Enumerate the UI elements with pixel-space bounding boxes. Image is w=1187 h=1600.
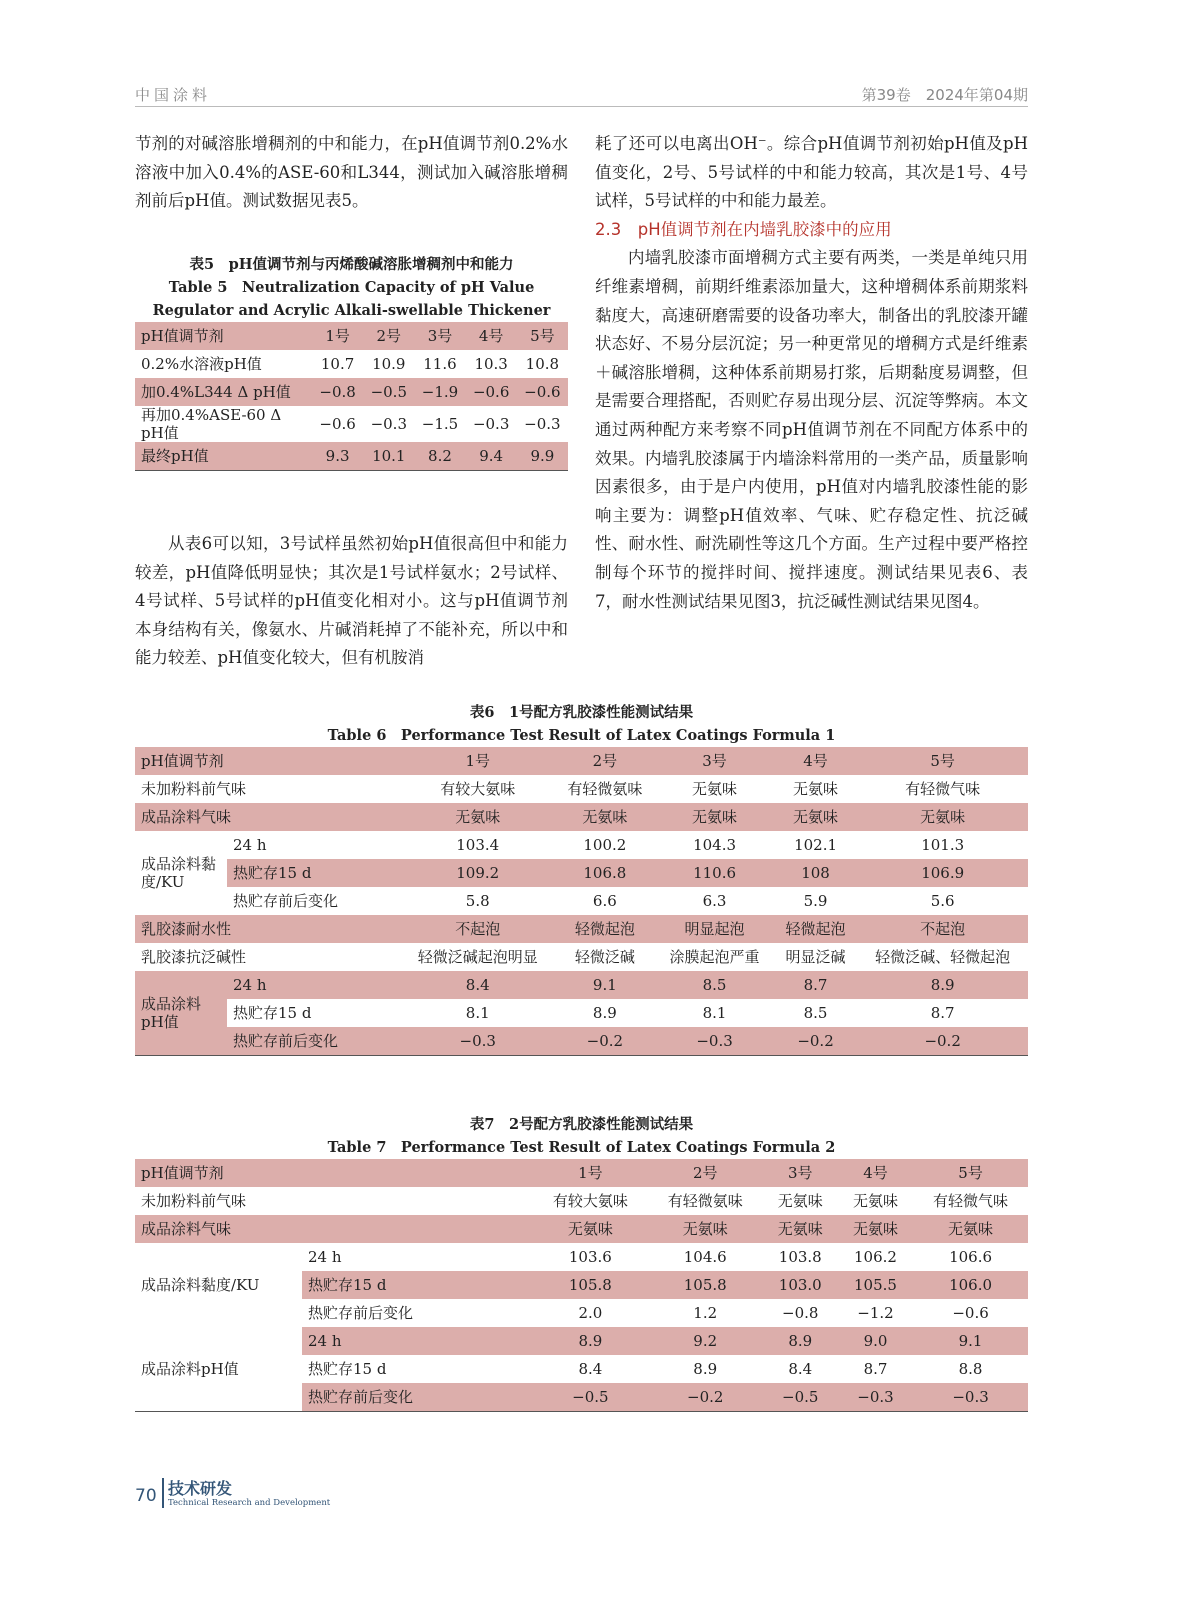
table-cell: 5.6 bbox=[930, 892, 955, 910]
table6 bbox=[135, 747, 1028, 1056]
row-sub-label: 热贮存前后变化 bbox=[308, 1304, 414, 1322]
table-cell: 轻微起泡 bbox=[774, 915, 858, 943]
table-cell: 10.8 bbox=[525, 355, 560, 373]
issue-info: 第39卷 2024年第04期 bbox=[861, 86, 1028, 104]
row-sub-label: 热贮存15 d bbox=[233, 1004, 312, 1022]
table-cell: −1.9 bbox=[414, 378, 465, 406]
row-label: 未加粉料前气味 bbox=[141, 780, 247, 798]
table-row bbox=[135, 442, 568, 471]
table-cell: 6.6 bbox=[592, 892, 617, 910]
table-cell: 11.6 bbox=[423, 355, 457, 373]
table-cell: 无氨味 bbox=[655, 803, 773, 831]
row-label: pH值调节剂 bbox=[135, 747, 401, 775]
row-group-label: 成品涂料pH值 bbox=[141, 1360, 239, 1378]
table-cell: 8.7 bbox=[930, 1004, 955, 1022]
table-cell: 3号 bbox=[763, 1159, 838, 1187]
table-cell: 8.7 bbox=[774, 971, 858, 999]
table-cell: 10.3 bbox=[474, 355, 508, 373]
row-label: pH值调节剂 bbox=[135, 322, 312, 350]
table-cell: 5.8 bbox=[465, 892, 490, 910]
row-sub-label: 热贮存前后变化 bbox=[227, 1027, 401, 1056]
table-cell: 轻微泛碱起泡明显 bbox=[417, 948, 538, 966]
row-sub-label: 热贮存前后变化 bbox=[302, 1383, 533, 1412]
table-cell: 105.8 bbox=[533, 1271, 648, 1299]
table7 bbox=[135, 1159, 1028, 1412]
row-sub-label: 24 h bbox=[227, 971, 401, 999]
row-sub-label: 24 h bbox=[308, 1248, 342, 1266]
table-row bbox=[135, 1027, 1028, 1056]
table-cell: 8.4 bbox=[578, 1360, 603, 1378]
table-cell: 有较大氨味 bbox=[440, 780, 516, 798]
table-cell: −0.3 bbox=[913, 1383, 1028, 1412]
table-cell: −0.2 bbox=[857, 1027, 1028, 1056]
table5-block bbox=[135, 253, 568, 471]
table-cell: 5号 bbox=[913, 1159, 1028, 1187]
table7-caption-cn: 表7 2号配方乳胶漆性能测试结果 bbox=[469, 1116, 694, 1133]
table-cell: −0.3 bbox=[838, 1383, 913, 1412]
table-cell: −0.3 bbox=[370, 415, 407, 433]
table-cell: 9.9 bbox=[517, 442, 568, 471]
row-sub-label: 24 h bbox=[302, 1327, 533, 1355]
table-cell: 2号 bbox=[554, 747, 655, 775]
table-cell: 无氨味 bbox=[401, 803, 554, 831]
table-row bbox=[135, 1327, 1028, 1355]
table-cell: 5号 bbox=[517, 322, 568, 350]
table5 bbox=[135, 322, 568, 471]
table-cell: 8.9 bbox=[533, 1327, 648, 1355]
table-cell: 106.0 bbox=[913, 1271, 1028, 1299]
table-header-row bbox=[135, 1159, 1028, 1187]
table-cell: 轻微起泡 bbox=[554, 915, 655, 943]
table-row bbox=[135, 859, 1028, 887]
table-cell: 5.9 bbox=[803, 892, 828, 910]
table-header-row bbox=[135, 747, 1028, 775]
table-cell: 2.0 bbox=[578, 1304, 603, 1322]
table-cell: −0.3 bbox=[655, 1027, 773, 1056]
table-cell: 无氨味 bbox=[793, 780, 839, 798]
table-cell: −0.6 bbox=[319, 415, 356, 433]
table-cell: 101.3 bbox=[921, 836, 965, 854]
table-cell: 106.9 bbox=[857, 859, 1028, 887]
table-cell: −0.5 bbox=[533, 1383, 648, 1412]
row-label: 成品涂料气味 bbox=[135, 1215, 533, 1243]
table-row bbox=[135, 971, 1028, 999]
row-label: 未加粉料前气味 bbox=[141, 1192, 247, 1210]
paragraph: 耗了还可以电离出OH⁻。综合pH值调节剂初始pH值及pH值变化，2号、5号试样的中和能力较高，其次是1号、4号试样，5号试样的中和能力最差。 bbox=[595, 134, 1028, 211]
table-cell: 6.3 bbox=[702, 892, 727, 910]
journal-name: 中国涂料 bbox=[135, 86, 212, 104]
table-cell: 涂膜起泡严重 bbox=[669, 948, 760, 966]
table-cell: 无氨味 bbox=[648, 1215, 763, 1243]
table-cell: −0.6 bbox=[952, 1304, 989, 1322]
table-cell: 105.5 bbox=[838, 1271, 913, 1299]
table-row bbox=[135, 999, 1028, 1027]
row-sub-label: 热贮存15 d bbox=[227, 859, 401, 887]
table-cell: −0.3 bbox=[401, 1027, 554, 1056]
row-label: 0.2%水溶液pH值 bbox=[141, 355, 262, 373]
row-label: 乳胶漆抗泛碱性 bbox=[141, 948, 247, 966]
table-cell: 10.9 bbox=[372, 355, 406, 373]
table-cell: 9.0 bbox=[838, 1327, 913, 1355]
left-column-bottom bbox=[135, 530, 568, 673]
table-row bbox=[135, 943, 1028, 971]
row-label: pH值调节剂 bbox=[135, 1159, 533, 1187]
table-cell: 1.2 bbox=[693, 1304, 718, 1322]
table-cell: 1号 bbox=[533, 1159, 648, 1187]
table-cell: 有轻微气味 bbox=[933, 1192, 1009, 1210]
table-cell: 无氨味 bbox=[533, 1215, 648, 1243]
table7-caption-en: Table 7 Performance Test Result of Latex Coatings Formula 2 bbox=[327, 1139, 836, 1156]
table-row bbox=[135, 406, 568, 442]
table-cell: 1号 bbox=[312, 322, 363, 350]
table-row bbox=[135, 1187, 1028, 1215]
table-cell: 8.9 bbox=[857, 971, 1028, 999]
right-column bbox=[595, 130, 1028, 616]
table-cell: 106.6 bbox=[949, 1248, 993, 1266]
table-cell: −0.8 bbox=[312, 378, 363, 406]
table-cell: 轻微泛碱 bbox=[574, 948, 635, 966]
table-cell: 3号 bbox=[655, 747, 773, 775]
table-cell: 8.2 bbox=[414, 442, 465, 471]
table6-caption-en: Table 6 Performance Test Result of Latex Coatings Formula 1 bbox=[327, 727, 836, 744]
table-cell: −0.3 bbox=[524, 415, 561, 433]
table-cell: 8.9 bbox=[693, 1360, 718, 1378]
table-cell: −0.2 bbox=[774, 1027, 858, 1056]
table-cell: 无氨味 bbox=[554, 803, 655, 831]
table5-caption-en: Table 5 Neutralization Capacity of pH Value Regulator and Acrylic Alkali-swellable Thickener bbox=[152, 279, 551, 319]
row-group-label: 成品涂料pH值 bbox=[135, 971, 227, 1056]
table-cell: 无氨味 bbox=[763, 1215, 838, 1243]
table-header-row bbox=[135, 322, 568, 350]
table-cell: 无氨味 bbox=[852, 1192, 898, 1210]
table-cell: 104.3 bbox=[693, 836, 737, 854]
table7-block bbox=[135, 1113, 1028, 1412]
table-cell: 106.8 bbox=[554, 859, 655, 887]
table-row bbox=[135, 1243, 1028, 1271]
table-cell: 无氨味 bbox=[774, 803, 858, 831]
table-cell: 103.8 bbox=[778, 1248, 822, 1266]
table-cell: 105.8 bbox=[648, 1271, 763, 1299]
section-heading: 2.3 pH值调节剂在内墙乳胶漆中的应用 bbox=[595, 219, 892, 239]
footer-section-cn: 技术研发 bbox=[168, 1479, 233, 1498]
table-cell: 有轻微气味 bbox=[905, 780, 981, 798]
table-cell: 明显起泡 bbox=[655, 915, 773, 943]
row-sub-label: 热贮存15 d bbox=[308, 1360, 387, 1378]
table-cell: 4号 bbox=[774, 747, 858, 775]
table-cell: 100.2 bbox=[583, 836, 627, 854]
table-cell: 8.5 bbox=[655, 971, 773, 999]
table-cell: 106.2 bbox=[854, 1248, 897, 1266]
table-cell: 8.5 bbox=[803, 1004, 828, 1022]
table-cell: −0.2 bbox=[648, 1383, 763, 1412]
table-cell: 有轻微氨味 bbox=[567, 780, 643, 798]
table-cell: 无氨味 bbox=[913, 1215, 1028, 1243]
paragraph: 内墙乳胶漆市面增稠方式主要有两类，一类是单纯只用纤维素增稠，前期纤维素添加量大，这种增稠体系前期浆料黏度大，高速研磨需要的设备功率大，制备出的乳胶漆开罐状态好、不易分层沉淀；另一种更常见的增稠方式是纤维素＋碱溶胀增稠，这种体系前期易打浆，后期黏度易调整，但是需要合理搭配，否则贮存易出现分层、沉淀等弊病。本文通过两种配方来考察不同pH值调节剂在不同配方体系中的效果。内墙乳胶漆属于内墙涂料常用的一类产品，质量影响因素很多，由于是户内使用，pH值对内墙乳胶漆性能的影响主要为：调整pH值效率、气味、贮存稳定性、抗泛碱性、耐水性、耐洗刷性等这几个方面。生产过程中要严格控制每个环节的搅拌时间、搅拌速度。测试结果见表6、表7，耐水性测试结果见图3，抗泛碱性测试结果见图4。 bbox=[595, 248, 1028, 611]
row-group-label: 成品涂料黏度/KU bbox=[141, 855, 217, 891]
row-sub-label: 热贮存前后变化 bbox=[233, 892, 339, 910]
table6-caption-cn: 表6 1号配方乳胶漆性能测试结果 bbox=[469, 704, 694, 721]
table-cell: 8.4 bbox=[788, 1360, 813, 1378]
table-row bbox=[135, 831, 1028, 859]
table-cell: 明显泛碱 bbox=[785, 948, 846, 966]
table-cell: 轻微泛碱、轻微起泡 bbox=[875, 948, 1011, 966]
table-row bbox=[135, 775, 1028, 803]
table-cell: 8.1 bbox=[702, 1004, 727, 1022]
running-header bbox=[135, 84, 1028, 107]
row-label: 最终pH值 bbox=[135, 442, 312, 471]
table5-caption-cn: 表5 pH值调节剂与丙烯酸碱溶胀增稠剂中和能力 bbox=[189, 256, 514, 273]
table-cell: 8.8 bbox=[958, 1360, 983, 1378]
table-cell: 9.4 bbox=[466, 442, 517, 471]
table-row bbox=[135, 378, 568, 406]
table-row bbox=[135, 350, 568, 378]
table-row bbox=[135, 803, 1028, 831]
row-sub-label: 热贮存15 d bbox=[302, 1271, 533, 1299]
table-cell: 110.6 bbox=[655, 859, 773, 887]
table-cell: −0.5 bbox=[363, 378, 414, 406]
table-row bbox=[135, 1215, 1028, 1243]
table-cell: −1.2 bbox=[857, 1304, 894, 1322]
table-cell: 103.4 bbox=[456, 836, 500, 854]
table-cell: 有轻微氨味 bbox=[667, 1192, 743, 1210]
table-cell: 4号 bbox=[838, 1159, 913, 1187]
table-cell: 103.6 bbox=[568, 1248, 612, 1266]
table-cell: 9.1 bbox=[554, 971, 655, 999]
paragraph: 从表6可以知，3号试样虽然初始pH值很高但中和能力较差，pH值降低明显快；其次是1号试样氨水；2号试样、4号试样、5号试样的pH值变化相对小。这与pH值调节剂本身结构有关，像氨水、片碱消耗掉了不能补充，所以中和能力较差、pH值变化较大，但有机胺消 bbox=[135, 534, 568, 668]
table-row bbox=[135, 887, 1028, 915]
table-cell: 无氨味 bbox=[692, 780, 738, 798]
table-cell: 不起泡 bbox=[857, 915, 1028, 943]
table-cell: 104.6 bbox=[683, 1248, 727, 1266]
table-cell: 4号 bbox=[466, 322, 517, 350]
table-cell: 不起泡 bbox=[401, 915, 554, 943]
table-cell: 2号 bbox=[648, 1159, 763, 1187]
table-cell: −0.8 bbox=[782, 1304, 819, 1322]
table-cell: 2号 bbox=[363, 322, 414, 350]
table-cell: −0.3 bbox=[472, 415, 510, 433]
table-cell: −0.5 bbox=[763, 1383, 838, 1412]
table-cell: 1号 bbox=[401, 747, 554, 775]
table-cell: 10.1 bbox=[363, 442, 414, 471]
table-cell: 103.0 bbox=[763, 1271, 838, 1299]
table-cell: −0.6 bbox=[466, 378, 517, 406]
table-cell: 无氨味 bbox=[777, 1192, 823, 1210]
table-cell: 8.9 bbox=[763, 1327, 838, 1355]
table-cell: 109.2 bbox=[401, 859, 554, 887]
table-cell: 8.1 bbox=[465, 1004, 490, 1022]
table-cell: 8.9 bbox=[592, 1004, 617, 1022]
table-cell: 有较大氨味 bbox=[552, 1192, 628, 1210]
table-cell: 无氨味 bbox=[838, 1215, 913, 1243]
table-row bbox=[135, 915, 1028, 943]
footer-divider bbox=[162, 1478, 164, 1508]
table6-block bbox=[135, 701, 1028, 1056]
left-column-top bbox=[135, 130, 568, 216]
row-sub-label: 24 h bbox=[233, 836, 267, 854]
table-cell: −1.5 bbox=[421, 415, 459, 433]
paragraph: 节剂的对碱溶胀增稠剂的中和能力，在pH值调节剂0.2%水溶液中加入0.4%的ASE-60和L344，测试加入碱溶胀增稠剂前后pH值。测试数据见表5。 bbox=[135, 134, 568, 211]
table-cell: 无氨味 bbox=[857, 803, 1028, 831]
table-cell: 5号 bbox=[857, 747, 1028, 775]
table-cell: −0.2 bbox=[554, 1027, 655, 1056]
table-cell: 102.1 bbox=[794, 836, 838, 854]
table-cell: 8.4 bbox=[401, 971, 554, 999]
row-label: 再加0.4%ASE-60 Δ pH值 bbox=[141, 406, 282, 442]
row-label: 乳胶漆耐水性 bbox=[135, 915, 401, 943]
row-group-label: 成品涂料黏度/KU bbox=[141, 1276, 260, 1294]
table-cell: 10.7 bbox=[320, 355, 355, 373]
footer-section-en: Technical Research and Development bbox=[168, 1498, 331, 1508]
table-cell: 108 bbox=[774, 859, 858, 887]
table-cell: 9.3 bbox=[312, 442, 363, 471]
row-label: 成品涂料气味 bbox=[135, 803, 401, 831]
page-number: 70 bbox=[135, 1486, 157, 1506]
table-cell: 3号 bbox=[414, 322, 465, 350]
row-label: 加0.4%L344 Δ pH值 bbox=[135, 378, 312, 406]
table-cell: 8.7 bbox=[863, 1360, 888, 1378]
table-cell: 9.1 bbox=[913, 1327, 1028, 1355]
table-cell: −0.6 bbox=[517, 378, 568, 406]
table-cell: 9.2 bbox=[648, 1327, 763, 1355]
